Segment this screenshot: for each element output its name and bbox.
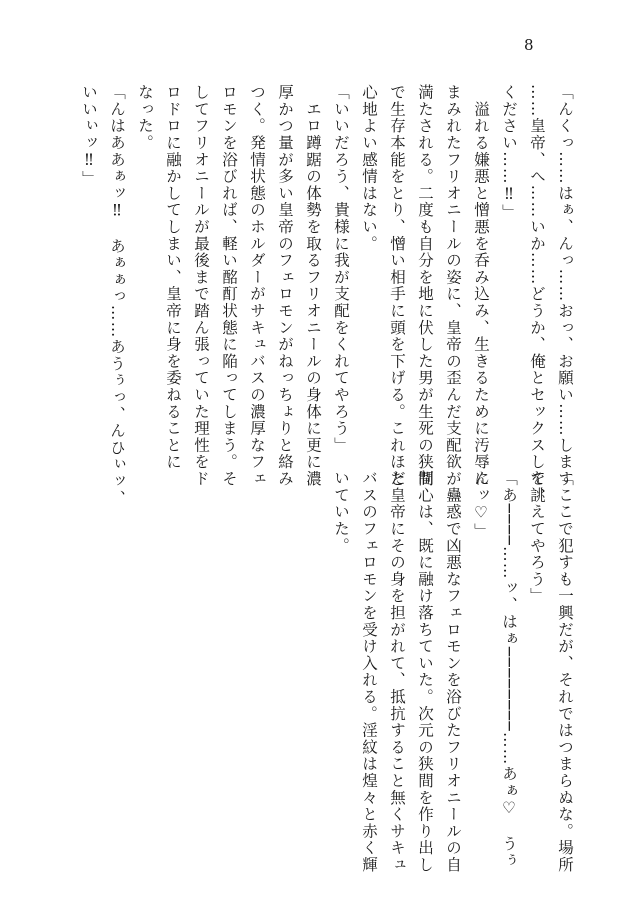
- page-number: 8: [524, 36, 534, 54]
- text-line: バスのフェロモンを受け入れる。淫紋は煌々と赤く輝: [360, 470, 378, 874]
- text-line: ……皇帝、へ……いか……どうか、俺とセックスして、: [528, 84, 546, 504]
- text-line: 満たされる。二度も自分を地に伏した男が生死の狭間: [416, 84, 434, 488]
- text-line: 溢れる嫌悪と憎悪を呑み込み、生きるために汚辱に: [472, 84, 490, 488]
- text-line: 「んはああぁッ‼ あぁぁっ……あうぅっ、んひぃッ、: [108, 84, 126, 507]
- text-line: つく。発情状態のホルダーがサキュバスの濃厚なフェ: [248, 84, 266, 488]
- text-line: を誂えてやろう」: [528, 470, 546, 605]
- text-line: エロ蹲踞の体勢を取るフリオニールの身体に更に濃: [304, 84, 322, 488]
- text-line: 「ここで犯すも一興だが、それではつまらぬな。場所: [556, 470, 574, 874]
- text-line: 「いいだろう、貴様に我が支配をくれてやろう」: [332, 84, 350, 454]
- text-line: なった。: [136, 84, 154, 152]
- text-line: ください……‼」: [500, 84, 518, 221]
- text-line: 心地よい感情はない。: [360, 84, 378, 252]
- text-block-bottom: [327, 470, 579, 874]
- text-line: してフリオニールが最後まで踏ん張っていた理性をド: [192, 84, 210, 488]
- text-line: 厚かつ量が多い皇帝のフェロモンがねっちょりと絡み: [276, 84, 294, 488]
- text-line: た皇帝にその身を担がれて、抵抗すること無くサキュ: [388, 470, 406, 874]
- text-line: 制心は、既に融け落ちていた。次元の狭間を作り出し: [416, 470, 434, 874]
- text-line: んッ♡」: [472, 470, 490, 540]
- text-line: まみれたフリオニールの姿に、皇帝の歪んだ支配欲が: [444, 84, 462, 488]
- text-line: ロドロに融かしてしまい、皇帝に身を委ねることに: [164, 84, 182, 471]
- text-line: ロモンを浴びれば、軽い酩酊状態に陥ってしまう。そ: [220, 84, 238, 488]
- text-line: 「あ────……ッ、はぁ────────……あぁ♡ うぅ: [500, 470, 518, 869]
- text-line: 「んくっ……はぁ、んっ……おっ、お願い……します: [556, 84, 574, 488]
- text-line: いいぃッ‼」: [80, 84, 98, 188]
- text-line: いていた。: [332, 470, 350, 554]
- text-line: で生存本能をとり、憎い相手に頭を下げる。これほど: [388, 84, 406, 488]
- text-line: 蠱惑で凶悪なフェロモンを浴びたフリオニールの自: [444, 470, 462, 874]
